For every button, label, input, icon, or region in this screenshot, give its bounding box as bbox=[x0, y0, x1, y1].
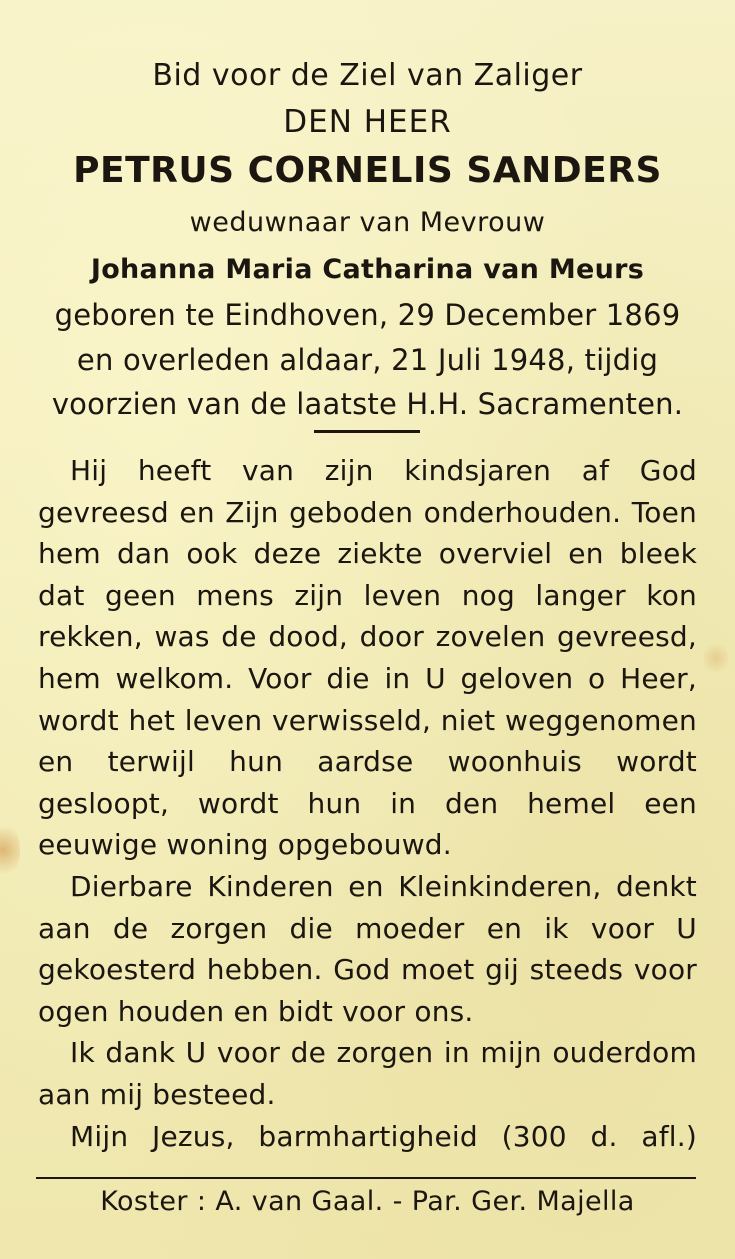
deceased-name: PETRUS CORNELIS SANDERS bbox=[73, 150, 662, 191]
paper-stain bbox=[704, 640, 728, 676]
death-line: en overleden aldaar, 21 Juli 1948, tijdig bbox=[76, 343, 659, 377]
footer-divider bbox=[36, 1177, 696, 1179]
short-divider bbox=[314, 430, 420, 433]
spouse-name: Johanna Maria Catharina van Meurs bbox=[90, 254, 645, 285]
paragraph-children: Dierbare Kinderen en Kleinkinderen, denkt aan de zorgen die moeder en ik voor U gekoesterd hebben. God moet gij steeds voor ogen houden en bidt voor ons. bbox=[38, 869, 697, 1028]
paragraph-thanks: Ik dank U voor de zorgen in mijn ouderdom aan mij besteed. bbox=[38, 1036, 697, 1111]
sacraments-line: voorzien van de laatste H.H. Sacramenten. bbox=[51, 387, 684, 421]
birth-line: geboren te Eindhoven, 29 December 1869 bbox=[54, 298, 681, 332]
widower-line: weduwnaar van Mevrouw bbox=[189, 207, 546, 238]
paragraph-faith: Hij heeft van zijn kindsjaren af God gevreesd en Zijn geboden onderhouden. Toen hem dan ook deze ziekte overviel en bleek dat geen mens zijn leven nog langer kon rekken, was de dood, door zovelen gevreesd, hem welkom. Voor die in U geloven o Heer, wordt het leven verwisseld, niet weggenomen en terwijl hun aardse woonhuis wordt gesloopt, wordt hun in den hemel een eeuwige woning opgebouwd. bbox=[38, 454, 697, 862]
paper-stain bbox=[0, 820, 20, 880]
honorific-line: DEN HEER bbox=[283, 104, 452, 140]
memorial-text bbox=[38, 450, 697, 1157]
footer-credit: Koster : A. van Gaal. - Par. Ger. Majella bbox=[100, 1186, 635, 1217]
prayer-line: Mijn Jezus, barmhartigheid (300 d. afl.) bbox=[70, 1119, 697, 1153]
intro-line: Bid voor de Ziel van Zaliger bbox=[152, 58, 583, 93]
